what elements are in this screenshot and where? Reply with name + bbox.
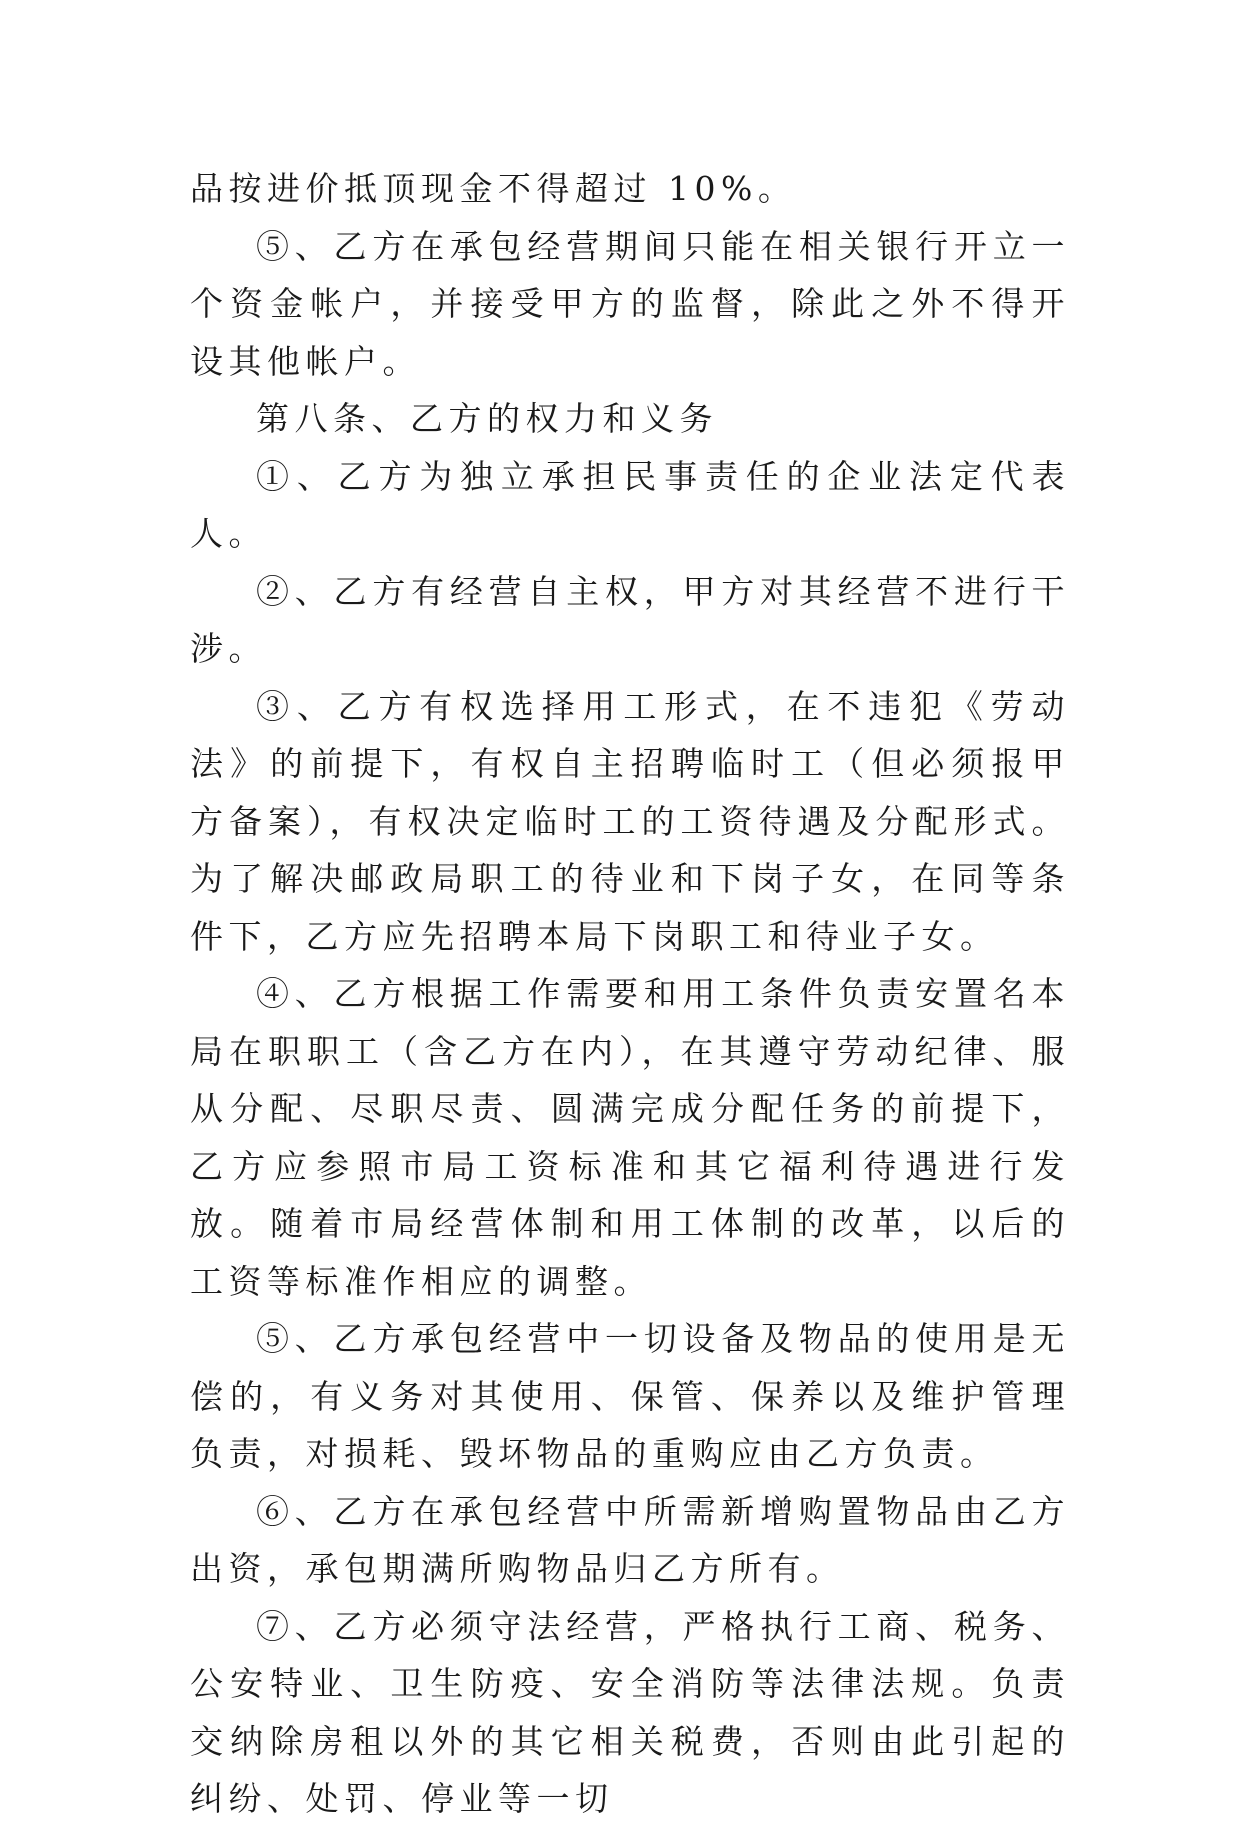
paragraph-clause-3: ③、乙方有权选择用工形式，在不违犯《劳动法》的前提下，有权自主招聘临时工（但必须报甲方备案），有权决定临时工的工资待遇及分配形式。为了解决邮政局职工的待业和下岗子女，在同等条件下，乙方应先招聘本局下岗职工和待业子女。 [190, 686, 1070, 956]
paragraph-clause-4: ④、乙方根据工作需要和用工条件负责安置名本局在职职工（含乙方在内），在其遵守劳动纪律、服从分配、尽职尽责、圆满完成分配任务的前提下，乙方应参照市局工资标准和其它福利待遇进行发放。随着市局经营体制和用工体制的改革，以后的工资等标准作相应的调整。 [190, 974, 1070, 1301]
paragraph-continuation: 品按进价抵顶现金不得超过 10%。 [190, 169, 797, 208]
paragraph-clause-5-equipment: ⑤、乙方承包经营中一切设备及物品的使用是无偿的，有义务对其使用、保管、保养以及维护管理负责，对损耗、毁坏物品的重购应由乙方负责。 [190, 1319, 1070, 1473]
document-body [190, 160, 1070, 1828]
article-8-heading: 第八条、乙方的权力和义务 [256, 399, 718, 438]
paragraph-clause-7: ⑦、乙方必须守法经营，严格执行工商、税务、公安特业、卫生防疫、安全消防等法律法规。负责交纳除房租以外的其它相关税费，否则由此引起的纠纷、处罚、停业等一切 [190, 1606, 1070, 1818]
paragraph-clause-1: ①、乙方为独立承担民事责任的企业法定代表人。 [190, 456, 1070, 553]
paragraph-clause-5-account: ⑤、乙方在承包经营期间只能在相关银行开立一个资金帐户，并接受甲方的监督，除此之外不得开设其他帐户。 [190, 226, 1070, 381]
paragraph-clause-6: ⑥、乙方在承包经营中所需新增购置物品由乙方出资，承包期满所购物品归乙方所有。 [190, 1491, 1070, 1588]
paragraph-clause-2: ②、乙方有经营自主权，甲方对其经营不进行干涉。 [190, 571, 1070, 668]
